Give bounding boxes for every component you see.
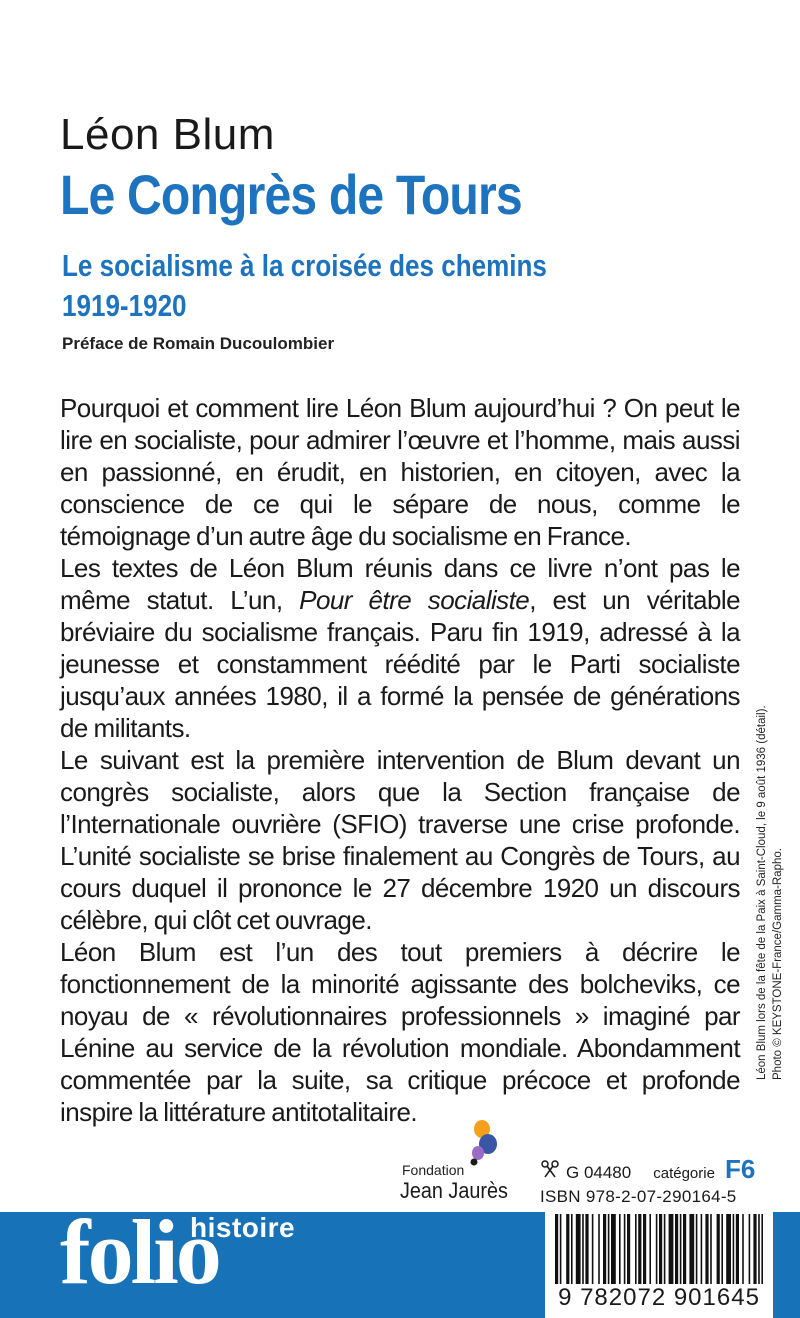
blurb-paragraph-1: Pourquoi et comment lire Léon Blum aujourd’hui ? On peut le lire en socialiste, pour admirer l’œuvre et l’homme, mais aussi en passionné, en érudit, en historien, en citoyen, avec la conscience de ce qui le sépare de nous, comme le témoignage d’un autre âge du socialisme en France.	[60, 393, 740, 551]
blurb-paragraph-4: Léon Blum est l’un des tout premiers à décrire le fonctionnement de la minorité agissante des bolcheviks, ce noyau de « révolutionnaires professionnels » imaginé par Lénine au service de la révolution mondiale. Abondamment commentée par la suite, sa critique précoce et profonde inspire la littérature antitotalitaire.	[60, 937, 740, 1127]
fondation-logo-icon	[468, 1120, 498, 1180]
barcode-bar	[576, 1214, 581, 1284]
book-title: Le Congrès de Tours	[60, 163, 522, 226]
blurb-paragraph-3: Le suivant est la première intervention de Blum devant un congrès socialiste, alors que la Section française de l’Internationale ouvrière (SFIO) traverse une crise profonde. L’unité socialiste se brise finalement au Congrès de Tours, au cours duquel il prononce le 27 décembre 1920 un discours célèbre, qui clôt cet ouvrage.	[60, 745, 740, 935]
barcode-bar	[592, 1214, 594, 1284]
barcode-bar	[758, 1214, 760, 1284]
barcode-bar	[659, 1214, 662, 1284]
barcode	[545, 1208, 773, 1318]
barcode-bar	[701, 1214, 703, 1284]
barcode-bar	[571, 1214, 573, 1284]
photo-credit	[754, 640, 800, 1080]
blurb-p2-end: , est un véritable bréviaire du socialisme français. Paru fin 1919, adressé à la jeunesse et constamment réédité par le Parti socialiste jusqu’aux années 1980, il a formé la pensée de générations de militants.	[60, 585, 741, 743]
catalog-code-row	[540, 1154, 770, 1185]
barcode-bar	[566, 1214, 569, 1284]
barcode-bar	[717, 1214, 720, 1284]
barcode-bar	[705, 1214, 708, 1284]
blurb-p2-title: Pour être socialiste	[299, 585, 530, 615]
fondation-label: Fondation	[402, 1162, 465, 1178]
barcode-bar	[638, 1214, 641, 1284]
barcode-bar	[742, 1214, 744, 1284]
barcode-bar	[603, 1214, 606, 1284]
scissors-icon	[540, 1160, 560, 1178]
folio-logo: folio	[60, 1201, 219, 1303]
barcode-digits: 9 782072 901645	[558, 1284, 760, 1311]
photo-credit-line-2: Photo © KEYSTONE-France/Gamma-Rapho.	[772, 848, 784, 1080]
barcode-bar	[721, 1214, 723, 1284]
barcode-bar	[680, 1214, 682, 1284]
category-value: F6	[724, 1154, 756, 1184]
barcode-bar	[627, 1214, 630, 1284]
barcode-bar	[619, 1214, 621, 1284]
catalog-codes	[540, 1154, 770, 1207]
barcode-bar	[726, 1214, 731, 1284]
preface-credit: Préface de Romain Ducoulombier	[62, 334, 335, 353]
barcode-bar	[664, 1214, 666, 1284]
subtitle-line-2: 1919-1920	[62, 288, 187, 323]
photo-credit-text	[754, 640, 786, 1080]
blurb-paragraph-2	[60, 552, 740, 744]
barcode-bar	[683, 1214, 686, 1284]
barcode-bar	[749, 1214, 751, 1284]
blurb	[60, 392, 740, 1128]
isbn: ISBN 978-2-07-290164-5	[540, 1187, 737, 1206]
barcode-bar	[669, 1214, 674, 1284]
blurb-p2-start: Les textes de Léon Blum réunis dans ce livre n’ont pas le même statut. L’un,	[60, 553, 740, 615]
fondation-name: Jean Jaurès	[400, 1178, 508, 1203]
barcode-bar	[643, 1214, 646, 1284]
barcode-bar	[598, 1214, 600, 1284]
barcode-bar	[675, 1214, 678, 1284]
subtitle-line-1: Le socialisme à la croisée des chemins	[62, 248, 547, 283]
barcode-bar	[649, 1214, 651, 1284]
barcode-bar	[608, 1214, 610, 1284]
catalog-code: G 04480	[566, 1163, 632, 1182]
barcode-bar	[624, 1214, 626, 1284]
barcode-bar	[761, 1214, 763, 1284]
barcode-bar	[635, 1214, 637, 1284]
barcode-bar	[753, 1214, 756, 1284]
barcode-bar	[689, 1214, 694, 1284]
photo-credit-line-1: Léon Blum lors de la fête de la Paix à Saint-Cloud, le 9 août 1936 (détail).	[756, 705, 768, 1080]
barcode-bar	[582, 1214, 584, 1284]
barcode-bar	[733, 1214, 735, 1284]
barcode-bar	[710, 1214, 712, 1284]
barcode-bars	[555, 1214, 763, 1284]
histoire-label: histoire	[190, 1212, 296, 1243]
barcode-bar	[611, 1214, 616, 1284]
barcode-bar	[696, 1214, 698, 1284]
barcode-bar	[736, 1214, 739, 1284]
barcode-bar	[585, 1214, 588, 1284]
fondation-logo	[400, 1120, 540, 1203]
book-subtitle	[62, 246, 547, 326]
author-name: Léon Blum	[60, 110, 275, 159]
barcode-bar	[560, 1214, 562, 1284]
barcode-bar	[555, 1214, 558, 1284]
category-label: catégorie	[653, 1165, 715, 1182]
barcode-bar	[656, 1214, 658, 1284]
